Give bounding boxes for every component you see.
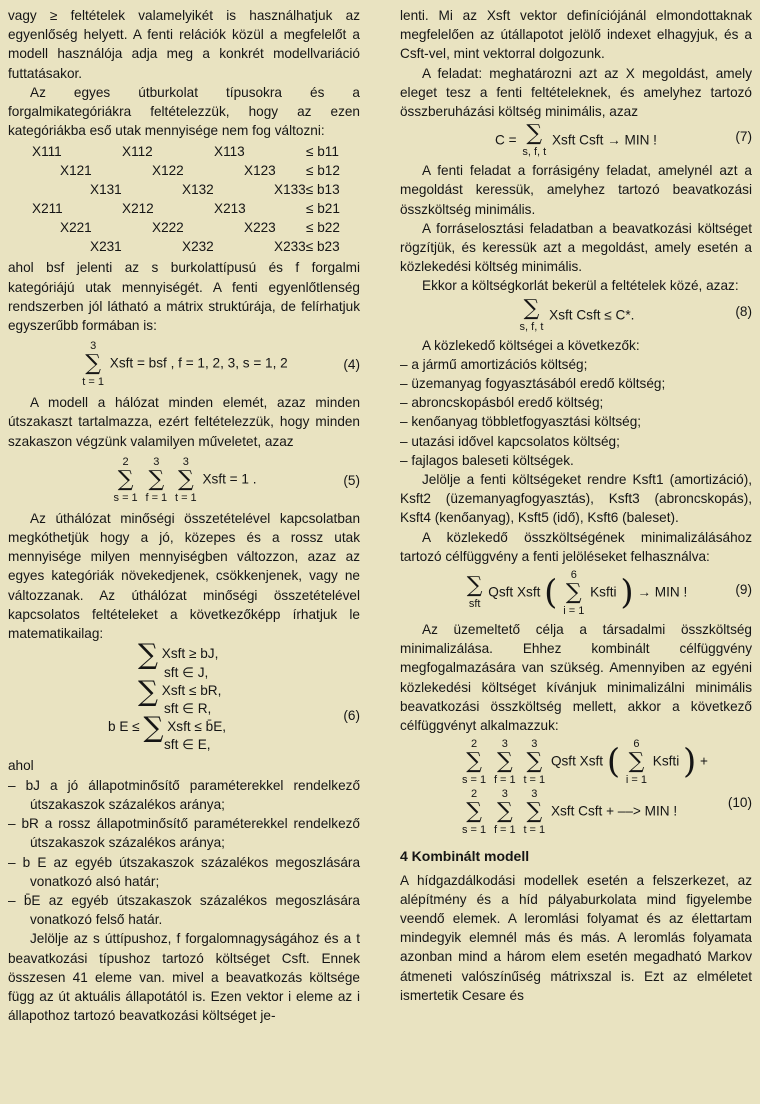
paragraph: A közlekedő összköltségének minimalizálásához tartozó célfüggvény a fenti jelöléseket felhasználva:: [400, 529, 752, 564]
matrix-cell: X113: [214, 144, 245, 160]
list-item: – bR a rossz állapotminősítő paraméterekkel rendelkező útszakaszok százalékos aránya;: [8, 816, 360, 851]
paragraph: A fenti feladat a forrásigény feladat, amelynél azt a megoldást keressük, amelyhez tartozó beavatkozási összköltség minimális.: [400, 163, 752, 217]
matrix-cell: X212: [122, 201, 154, 217]
equation-subscript: sft ∈ E,: [164, 737, 211, 753]
sum-symbol: ∑ s, f, t: [522, 121, 547, 159]
paragraph: lenti. Mi az Xsft vektor definíciójánál elmondottaknak megfelelően az útállapotot jelölő indexet elhagyjuk, és a Csft-vel, mint vektorral dolgozunk.: [400, 8, 752, 62]
matrix-row: [8, 161, 360, 180]
paragraph: A hídgazdálkodási modellek esetén a felszerkezet, az alépítmény és a híd pályaburkolata mind figyelembe veendő elemek. A leromlási folyamat és az élettartam mindegyik elemnél más és más. A leromlás folyamata azonban mind a három elem esetén megadható Markov átmeneti valószínűség mátrixszal is. Ezt az elméletet ismertetik Cesare és: [400, 872, 752, 1003]
paragraph: A közlekedő költségei a következők:: [422, 337, 640, 353]
equation-4: [8, 339, 360, 389]
matrix-cell: X133≤ b13: [274, 182, 340, 198]
equation-line: ∑ Xsft ≤ bR,: [138, 674, 222, 708]
matrix-cell: X211: [32, 201, 63, 217]
equation-number: (10): [727, 795, 752, 811]
list-item: – fajlagos baleseti költségek.: [400, 452, 574, 468]
list-item: – abroncskopásból eredő költség;: [400, 395, 604, 411]
sum-symbol: 2 ∑ s = 1: [113, 455, 138, 504]
left-column: [8, 6, 360, 1025]
sum-symbol: ∑ s, f, t: [519, 295, 544, 333]
constraint-matrix: [8, 142, 360, 256]
matrix-cell: X112: [122, 144, 153, 160]
sum-symbol: 6 ∑ i = 1: [563, 569, 585, 618]
matrix-cell: X221: [60, 220, 92, 236]
paragraph: A forráselosztási feladatban a beavatkozási költséget rögzítjük, és keressük azt a megoldást, amely esetén a közlekedési költség minimális.: [400, 220, 752, 275]
matrix-cell: X122: [152, 163, 184, 179]
equation-8: [400, 295, 752, 334]
equation-body: Xsft Csft → MIN !: [551, 132, 657, 148]
matrix-cell: ≤ b11: [306, 144, 339, 160]
definition-list: [8, 776, 360, 930]
right-column: [400, 6, 752, 1005]
paragraph: Az üzemeltető célja a társadalmi összköltség minimalizálása. Ehhez kombinált célfüggvény megfogalmazására van szükség. Amennyiben az egyéni közlekedési költséget kívánjuk minimalizálni minimális beavatkozási összköltség mellett, akkor a következő célfüggvényt alkalmazzuk:: [400, 622, 752, 734]
matrix-cell: X222: [152, 220, 184, 236]
equation-10: [400, 737, 752, 837]
sum-symbol: 3 ∑ t = 1: [82, 340, 104, 389]
list-item: – kenőanyag többletfogyasztási költség;: [400, 414, 642, 430]
paragraph: A feladat: meghatározni azt az X megoldást, amely eleget tesz a fenti feltételeknek, és amelyhez tartozó összberuházási költség minimális, azaz: [400, 65, 752, 120]
sum-symbol: ∑ sft: [466, 573, 483, 611]
equation-body: Xsft Csft ≤ C*.: [549, 307, 635, 323]
matrix-cell: X233≤ b23: [274, 239, 340, 255]
sum-symbol: 3 ∑ f = 1: [145, 455, 168, 504]
equation-line: 2 ∑ s = 1 3 ∑ f = 1 3 ∑ t = 1 Xsft Csft + ––> MIN !: [462, 788, 678, 837]
matrix-row: [8, 199, 360, 218]
matrix-cell: X213: [214, 201, 246, 217]
equation-7: C = ∑ s, f, t Xsft Csft → MIN ! (7): [495, 121, 752, 159]
matrix-cell: ≤ b21: [306, 201, 340, 217]
list-item: – bJ a jó állapotminősítő paraméterekkel rendelkező útszakaszok százalékos aránya;: [8, 777, 360, 812]
matrix-row: [8, 142, 360, 161]
matrix-row: [8, 180, 360, 199]
matrix-cell: X223: [244, 220, 276, 236]
matrix-row: [8, 218, 360, 237]
equation-line: b E ≤ ∑ Xsft ≤ b̄E,: [108, 710, 227, 744]
matrix-cell: X132: [182, 182, 214, 198]
matrix-cell: X231: [90, 239, 122, 255]
list-item: – utazási idővel kapcsolatos költség;: [400, 433, 620, 449]
section-heading: 4 Kombinált modell: [400, 848, 530, 865]
matrix-cell: X232: [182, 239, 214, 255]
equation-number: (6): [343, 708, 360, 724]
equation-subscript: sft ∈ J,: [164, 664, 209, 680]
equation-9: ∑ sft Qsft Xsft ( 6 ∑ i = 1 Ksfti ) → MIN ! (9): [466, 569, 752, 618]
matrix-cell: X131: [90, 182, 122, 198]
matrix-cell: ≤ b12: [306, 163, 340, 179]
equation-line: ∑ Xsft ≥ bJ,: [138, 637, 219, 671]
list-item: – b̄E az egyéb útszakaszok százalékos megoszlására vonatkozó felső határ.: [8, 892, 360, 928]
matrix-cell: X121: [60, 163, 92, 179]
list-item: – üzemanyag fogyasztásából eredő költség;: [400, 376, 666, 392]
equation-number: (4): [343, 357, 360, 373]
equation-body: Xsft = 1 .: [202, 471, 257, 487]
equation-subscript: sft ∈ R,: [164, 701, 212, 717]
equation-number: (8): [735, 303, 752, 319]
list-item: – a jármű amortizációs költség;: [400, 356, 588, 372]
paragraph: Jelölje a fenti költségeket rendre Ksft1 (amortizáció), Ksft2 (üzemanyagfogyasztás), Ksft3 (abroncskopás), Ksft4 (kenőanyag), Ksft5 (idő), Ksft6 (baleset).: [400, 472, 752, 526]
equation-6: [8, 637, 360, 754]
matrix-cell: X123: [244, 163, 276, 179]
equation-number: (7): [735, 129, 752, 145]
equation-line: 2 ∑ s = 1 3 ∑ f = 1 3 ∑ t = 1 Qsft Xsft ( 6 ∑ i = 1 Ksfti ) +: [462, 738, 708, 787]
matrix-cell: X111: [32, 144, 62, 160]
equation-body: Xsft = bsf , f = 1, 2, 3, s = 1, 2: [109, 355, 288, 371]
equation-number: (9): [735, 582, 752, 598]
equation-5: [8, 455, 360, 505]
equation-number: (5): [343, 472, 360, 488]
paragraph: Az egyes útburkolat típusokra és a forgalmikategóriákra feltételezzük, hogy az ezen kategóriákba eső utak mennyisége nem fog változni:: [8, 84, 360, 139]
paragraph: ahol: [8, 758, 34, 774]
paragraph: A modell a hálózat minden elemét, azaz minden útszakaszt tartalmazza, ezért feltételezzük, hogy minden szakaszon végzünk valamilyen műveletet, azaz: [8, 395, 360, 449]
sum-symbol: 3 ∑ t = 1: [174, 455, 197, 504]
paragraph: vagy ≥ feltételek valamelyikét is használhatjuk az egyenlőség helyett. A fenti relációk közül a megfelelőt a modell használója adja meg a konkrét modellvariáció futtatásakor.: [8, 8, 360, 81]
paragraph: Jelölje az s úttípushoz, f forgalomnagyságához és a t beavatkozási típushoz tartozó költséget Csft. Ennek összesen 41 eleme van. mivel a beavatkozás költsége függ az út aktuális állapotától is. Ezen vektor i eleme az i állapothoz tartozó beavatkozási költséget je-: [8, 931, 360, 1024]
cost-list: [400, 355, 752, 470]
list-item: – b E az egyéb útszakaszok százalékos megoszlására vonatkozó alsó határ;: [8, 854, 360, 889]
matrix-cell: ≤ b22: [306, 220, 340, 236]
paragraph: Ekkor a költségkorlát bekerül a feltételek közé, azaz:: [422, 278, 739, 294]
paragraph: Az úthálózat minőségi összetételével kapcsolatban megkóthetjük hogy a jó, közepes és a rossz utak mennyisége milyen mennyiségben változzon, azaz az egyes kategóriák növekedjenek, csökkenjenek, vagy ne változzanak. Az úthálózat minőségi összetételével kapcsolatos feltételeket a következőképp írhatjuk le matematikailag:: [8, 510, 360, 642]
paragraph: ahol bsf jelenti az s burkolattípusú és f forgalmi kategóriájú utak mennyiségét. A fenti egyenlőtlenség rendszerben jól látható a mátrix struktúrája, de felírhatjuk egyszerűbb formában is:: [8, 260, 360, 334]
matrix-row: [8, 237, 360, 256]
